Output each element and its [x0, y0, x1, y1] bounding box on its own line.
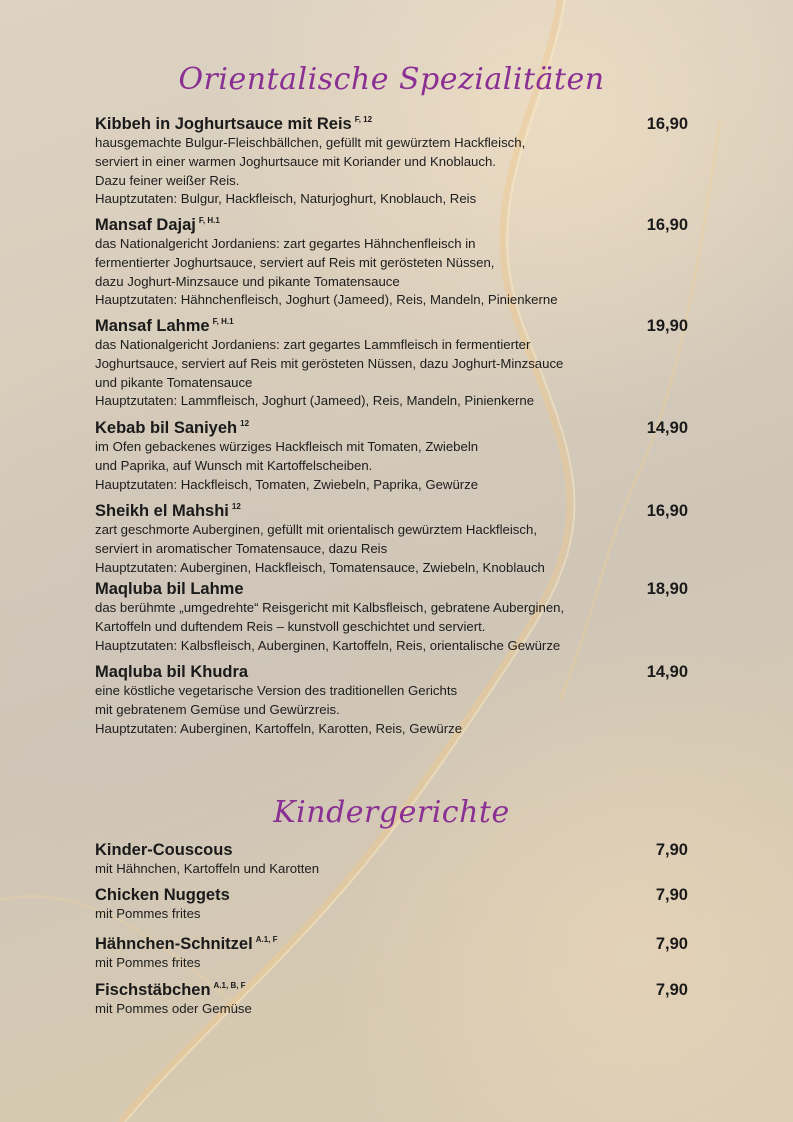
section-title-orientalische: Orientalische Spezialitäten [178, 62, 605, 97]
allergen-codes: 12 [231, 502, 241, 511]
item-price: 14,90 [646, 663, 688, 681]
section-title-kindergerichte: Kindergerichte [273, 795, 510, 830]
item-price: 19,90 [646, 317, 688, 335]
item-description: mit Hähnchen, Kartoffeln und Karotten [95, 861, 320, 876]
item-name: Fischstäbchen $^{A.1, B, F}$ [95, 981, 246, 999]
menu-item [95, 976, 688, 1019]
menu-item [95, 312, 688, 411]
item-price: 18,90 [646, 580, 688, 598]
item-name: Kinder-Couscous [95, 841, 233, 859]
menu-item [95, 579, 688, 655]
menu-item [95, 840, 688, 879]
menu-item [95, 414, 688, 494]
item-description: das berühmte „umgedrehte“ Reisgericht mit Kalbsfleisch, gebratene Auberginen, Kartoffeln und duftendem Reis – kunstvoll geschichtet und serviert. Hauptzutaten: Kalbsfleisch, Auberginen, Kartoffeln, Reis, orientalische Gewürze [95, 600, 565, 653]
item-name: Kibbeh in Joghurtsauce mit Reis $^{F, 12}$ [95, 115, 373, 133]
item-description: hausgemachte Bulgur-Fleischbällchen, gefüllt mit gewürztem Hackfleisch, serviert in einer warmen Joghurtsauce mit Koriander und Knoblauch. Dazu feiner weißer Reis. Hauptzutaten: Bulgur, Hackfleisch, Naturjoghurt, Knoblauch, Reis [95, 135, 526, 207]
item-name: Mansaf Dajaj $^{F, H.1}$ [95, 216, 220, 234]
item-price: 7,90 [655, 981, 688, 999]
item-description: mit Pommes frites [95, 906, 201, 921]
item-price: 7,90 [655, 886, 688, 904]
menu-item [95, 211, 688, 310]
item-price: 16,90 [646, 216, 688, 234]
item-name: Maqluba bil Khudra [95, 663, 249, 681]
item-description: im Ofen gebackenes würziges Hackfleisch mit Tomaten, Zwiebeln und Paprika, auf Wunsch mit Kartoffelscheiben. Hauptzutaten: Hackfleisch, Tomaten, Zwiebeln, Paprika, Gewürze [95, 439, 479, 492]
item-description: mit Pommes frites [95, 955, 201, 970]
allergen-codes: A.1, F [255, 935, 278, 944]
item-price: 16,90 [646, 115, 688, 133]
menu-item [95, 930, 688, 973]
allergen-codes: F, H.1 [198, 216, 220, 225]
item-name: Hähnchen-Schnitzel $^{A.1, F}$ [95, 935, 278, 953]
item-price: 7,90 [655, 935, 688, 953]
item-name: Mansaf Lahme $^{F, H.1}$ [95, 317, 234, 335]
menu-item [95, 885, 688, 924]
menu-item [95, 497, 688, 577]
item-name: Kebab bil Saniyeh $^{12}$ [95, 419, 250, 437]
allergen-codes: 12 [240, 419, 250, 428]
item-description: das Nationalgericht Jordaniens: zart gegartes Hähnchenfleisch in fermentierter Joghurtsauce, serviert auf Reis mit gerösteten Nüssen, dazu Joghurt-Minzsauce und pikante Tomatensauce Hauptzutaten: Hähnchenfleisch, Joghurt (Jameed), Reis, Mandeln, Pinienkerne [95, 236, 558, 308]
item-price: 7,90 [655, 841, 688, 859]
item-description: eine köstliche vegetarische Version des traditionellen Gerichts mit gebratenem Gemüse und Gewürzreis. Hauptzutaten: Auberginen, Kartoffeln, Karotten, Reis, Gewürze [95, 683, 463, 736]
item-price: 14,90 [646, 419, 688, 437]
allergen-codes: F, 12 [354, 115, 373, 124]
item-name: Chicken Nuggets [95, 886, 230, 904]
allergen-codes: A.1, B, F [213, 981, 246, 990]
item-description: mit Pommes oder Gemüse [95, 1001, 252, 1016]
item-name: Sheikh el Mahshi $^{12}$ [95, 502, 241, 520]
item-description: zart geschmorte Auberginen, gefüllt mit orientalisch gewürztem Hackfleisch, serviert in aromatischer Tomatensauce, dazu Reis Hauptzutaten: Auberginen, Hackfleisch, Tomatensauce, Zwiebeln, Knoblauch [95, 522, 545, 575]
menu-item [95, 662, 688, 738]
menu-item [95, 110, 688, 209]
item-description: das Nationalgericht Jordaniens: zart gegartes Lammfleisch in fermentierter Joghurtsauce, serviert auf Reis mit gerösteten Nüssen, dazu Joghurt-Minzsauce und pikante Tomatensauce Hauptzutaten: Lammfleisch, Joghurt (Jameed), Reis, Mandeln, Pinienkerne [95, 337, 564, 409]
item-name: Maqluba bil Lahme [95, 580, 244, 598]
allergen-codes: F, H.1 [212, 317, 234, 326]
item-price: 16,90 [646, 502, 688, 520]
